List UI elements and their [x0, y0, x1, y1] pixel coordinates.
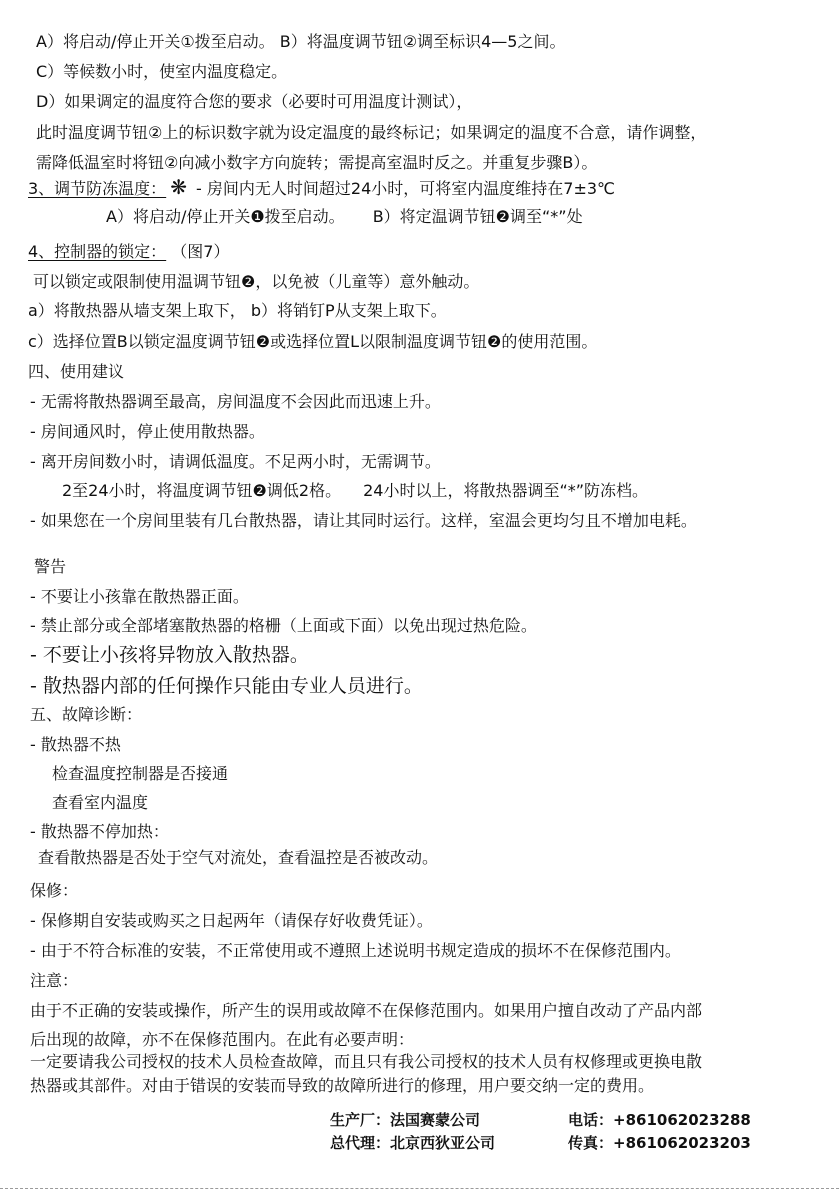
fault-1-check-1: 检查温度控制器是否接通	[52, 764, 229, 783]
usage-tip-1: - 无需将散热器调至最高，房间温度不会因此而迅速上升。	[30, 392, 441, 411]
usage-tip-3: - 离开房间数小时，请调低温度。不足两小时，无需调节。	[30, 452, 441, 471]
frost-step-a: A）将启动/停止开关❶拨至启动。	[106, 207, 345, 226]
warranty-1: - 保修期自安装或购买之日起两年（请保存好收费凭证）。	[30, 911, 433, 930]
frost-steps-line	[106, 207, 583, 227]
step-d-detail-2: 需降低温室时将钮②向减小数字方向旋转；需提高室温时反之。并重复步骤B）。	[36, 153, 598, 172]
lock-heading-line	[28, 242, 229, 262]
fault-2: - 散热器不停加热：	[30, 822, 169, 841]
lock-intro: 可以锁定或限制使用温调节钮❷，以免被（儿童等）意外触动。	[33, 272, 480, 291]
section-warning-heading: 警告	[34, 557, 67, 576]
fault-1: - 散热器不热	[30, 735, 121, 754]
fault-2-check: 查看散热器是否处于空气对流处，查看温控是否被改动。	[38, 848, 439, 867]
step-c-line: C）等候数小时，使室内温度稳定。	[36, 62, 288, 81]
section-3-heading: 3、调节防冻温度：	[28, 179, 167, 198]
snowflake-icon: ❋	[170, 175, 187, 199]
usage-tip-3-detail	[62, 481, 648, 501]
figure-reference: （图7）	[171, 242, 230, 261]
warning-3: - 不要让小孩将异物放入散热器。	[30, 644, 309, 666]
general-agent: 总代理：北京西狄亚公司	[330, 1134, 496, 1152]
usage-tip-4: - 如果您在一个房间里装有几台散热器，请让其同时运行。这样，室温会更均匀且不增加电耗。	[30, 511, 697, 530]
notice-line-4: 热器或其部件。对由于错误的安装而导致的故障所进行的修理，用户要交纳一定的费用。	[30, 1076, 655, 1095]
frost-protection-line	[28, 177, 615, 199]
lock-step-ab: a）将散热器从墙支架上取下， b）将销钉P从支架上取下。	[28, 301, 447, 320]
warning-2: - 禁止部分或全部堵塞散热器的格栅（上面或下面）以免出现过热危险。	[30, 616, 537, 635]
section-notice-heading: 注意：	[30, 971, 79, 990]
usage-tip-2: - 房间通风时，停止使用散热器。	[30, 422, 265, 441]
page-bottom-edge	[0, 1188, 839, 1189]
warning-1: - 不要让小孩靠在散热器正面。	[30, 587, 249, 606]
notice-line-2: 后出现的故障，亦不在保修范围内。在此有必要声明：	[30, 1030, 415, 1049]
notice-line-1: 由于不正确的安装或操作，所产生的误用或故障不在保修范围内。如果用户擅自改动了产品内部	[30, 1001, 703, 1020]
phone-number: 电话：+861062023288	[568, 1111, 751, 1129]
usage-tip-3-detail-b: 24小时以上，将散热器调至“*”防冻档。	[363, 481, 649, 500]
step-a-line: A）将启动/停止开关①拨至启动。 B）将温度调节钮②调至标识4—5之间。	[36, 32, 566, 51]
warranty-2: - 由于不符合标准的安装，不正常使用或不遵照上述说明书规定造成的损坏不在保修范围内。	[30, 941, 681, 960]
step-d-detail-1: 此时温度调节钮②上的标识数字就为设定温度的最终标记；如果调定的温度不合意，请作调整，	[36, 123, 707, 142]
manufacturer: 生产厂：法国赛蒙公司	[330, 1111, 481, 1129]
section-troubleshooting-heading: 五、故障诊断：	[30, 705, 143, 724]
usage-tip-3-detail-a: 2至24小时，将温度调节钮❷调低2格。	[62, 481, 342, 500]
notice-line-3: 一定要请我公司授权的技术人员检查故障，而且只有我公司授权的技术人员有权修理或更换电散	[30, 1052, 703, 1071]
frost-step-b: B）将定温调节钮❷调至“*”处	[372, 207, 583, 226]
lock-step-c: c）选择位置B以锁定温度调节钮❷或选择位置L以限制温度调节钮❷的使用范围。	[28, 332, 598, 351]
fax-number: 传真：+861062023203	[568, 1134, 751, 1152]
section-warranty-heading: 保修：	[30, 881, 79, 900]
step-d-line: D）如果调定的温度符合您的要求（必要时可用温度计测试），	[36, 92, 473, 111]
warning-4: - 散热器内部的任何操作只能由专业人员进行。	[30, 675, 423, 697]
frost-protection-text: - 房间内无人时间超过24小时，可将室内温度维持在7±3℃	[196, 179, 616, 198]
section-4-heading: 4、控制器的锁定：	[28, 242, 167, 261]
fault-1-check-2: 查看室内温度	[52, 793, 149, 812]
section-usage-heading: 四、使用建议	[28, 362, 125, 381]
